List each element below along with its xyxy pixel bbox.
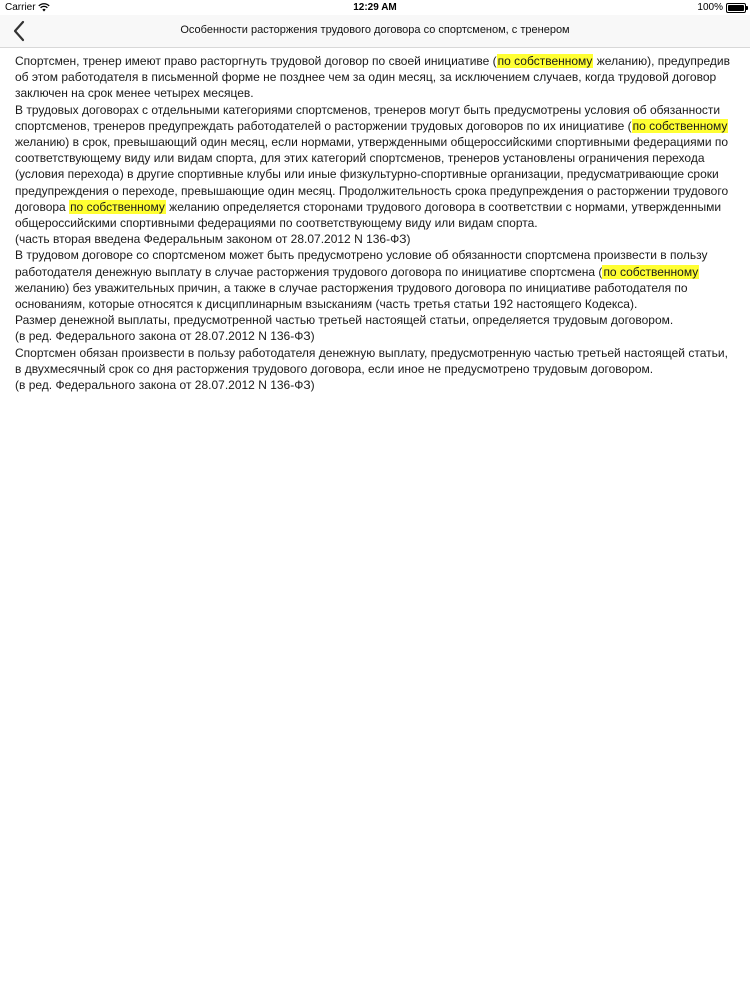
search-highlight: по собственному xyxy=(497,54,593,68)
paragraph: (часть вторая введена Федеральным законом от 28.07.2012 N 136-ФЗ) xyxy=(15,232,411,247)
search-highlight: по собственному xyxy=(632,118,728,133)
paragraph: Размер денежной выплаты, предусмотренной частью третьей настоящей статьи, определяется трудовым договором. xyxy=(15,313,674,328)
battery-icon xyxy=(726,3,746,13)
paragraph: В трудовых договорах с отдельными категориями спортсменов, тренеров могут быть предусмотрены условия об обязанности спортсменов, тренеров предупреждать работодателей о расторжении трудовых договоров по их инициативе (по собственному желанию) в срок, превышающий один месяц, если нормами, утвержденными общероссийскими спортивными федерациями по соответствующему виду или видам спорта, для этих категорий спортсменов, тренеров установлены ограничения перехода (условия перехода) в другие спортивные клубы или иные физкультурно-спортивные организации, предусматривающие сроки предупреждения о переходе, превышающие один месяц. Продолжительность срока предупреждения о расторжении трудового договора по собственному желанию определяется сторонами трудового договора в соответствии с нормами, утвержденными общероссийскими спортивными федерациями по соответствующему виду или видам спорта. xyxy=(15,102,729,231)
status-bar xyxy=(0,0,750,15)
page-title: Особенности расторжения трудового договора со спортсменом, с тренером xyxy=(180,24,570,36)
paragraph: В трудовом договоре со спортсменом может быть предусмотрено условие об обязанности спортсмена произвести в пользу работодателя денежную выплату в случае расторжения трудового договора по инициативе спортсмена (по собственному желанию) без уважительных причин, а также в случае расторжения трудового договора по инициативе работодателя по основаниям, которые относятся к дисциплинарным взысканиям (часть третья статьи 192 настоящего Кодекса). xyxy=(15,248,708,312)
article-text xyxy=(15,53,737,393)
paragraph: (в ред. Федерального закона от 28.07.2012 N 136-ФЗ) xyxy=(15,378,315,393)
search-highlight: по собственному xyxy=(603,264,699,279)
paragraph: (в ред. Федерального закона от 28.07.2012 N 136-ФЗ) xyxy=(15,329,315,344)
search-highlight: по собственному xyxy=(70,199,165,214)
navigation-bar xyxy=(0,15,750,48)
paragraph: Спортсмен обязан произвести в пользу работодателя денежную выплату, предусмотренную частью третьей настоящей статьи, в двухмесячный срок со дня расторжения трудового договора, если иное не предусмотрено трудовым договором. xyxy=(15,345,728,376)
status-time: 12:29 AM xyxy=(353,2,397,13)
carrier-label: Carrier xyxy=(5,2,36,13)
paragraph: Спортсмен, тренер имеют право расторгнуть трудовой договор по своей инициативе (по собственному желанию), предупредив об этом работодателя в письменной форме не позднее чем за один месяц, за исключением случаев, когда трудовой договор заключен на срок менее четырех месяцев. xyxy=(15,54,730,101)
battery-percentage: 100% xyxy=(697,2,723,13)
